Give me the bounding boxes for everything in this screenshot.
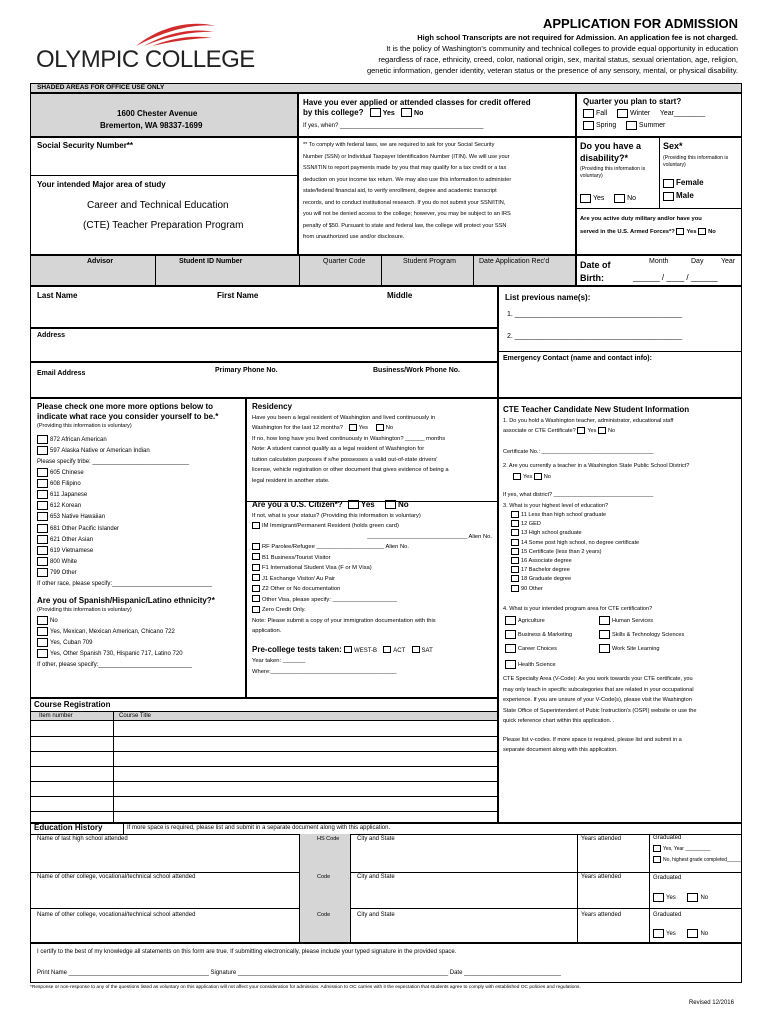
cert-no-checkbox[interactable] [598, 427, 606, 434]
residency-yes-checkbox[interactable] [349, 424, 357, 431]
work-site-checkbox[interactable] [599, 644, 610, 653]
race-619-checkbox[interactable] [37, 546, 48, 555]
test-where-field[interactable]: Where:_______________________________________ [252, 668, 397, 675]
race-611-checkbox[interactable] [37, 490, 48, 499]
hispanic-other-field[interactable]: If other, please specify:____________________________ [37, 662, 192, 669]
hispanic-other-checkbox[interactable] [37, 649, 48, 658]
ssn-note-6: you will not be denied access to the college; however, you may be subject to an IRS [303, 211, 511, 217]
major-label: Your intended Major area of study [37, 180, 166, 189]
ssn-note-2: SSN/ITIN to report payments made by you that may qualify for a tax credit or a tax [303, 165, 507, 171]
cte-program-1: Career and Technical Education [87, 200, 229, 211]
college-1-city-field[interactable]: City and State [357, 874, 395, 880]
hispanic-mexican-checkbox[interactable] [37, 627, 48, 636]
signature-box [30, 943, 742, 983]
certificate-no-field[interactable]: Certificate No.: ____________________________________ [503, 448, 654, 455]
year-field[interactable]: Year________ [659, 110, 706, 118]
race-608-checkbox[interactable] [37, 479, 48, 488]
college-2-no-checkbox[interactable] [687, 929, 698, 938]
middle-name-field[interactable]: Middle [387, 291, 413, 300]
race-605-checkbox[interactable] [37, 468, 48, 477]
race-box: Please check one more more options below to indicate what race you consider yourself to be.* (Providing this information is voluntary) 872 African American 597 Alaska Native or American Indian Please specify tribe: _____________________________ 605 Chinese 608 Filipino 611 Japanese 612 Korean 653 Native Hawaiian 681 Other Pacific Islander 621 Other Asian 619 Vietnamese 800 White 799 Other If other race, please specify:______________________________ Are you of Spanish/Hispanic/Latino ethnicity?* (Providing this information is voluntary) No Yes, Mexican, Mexican American, Chicano 722 Yes, Cuban 709 Yes, Other Spanish 730, Hispanic 717, Latino 720 If other, please specify:____________________________ [30, 398, 246, 698]
race-681-checkbox[interactable] [37, 524, 48, 533]
race-597-checkbox[interactable] [37, 446, 48, 455]
high-school-field[interactable]: Name of last high school attended [37, 836, 128, 842]
zero-credit-checkbox[interactable] [252, 606, 260, 613]
print-name-signature-field[interactable]: Print Name __________________________________________ Signature _______________________________________________________________ Date _____________________________ [37, 970, 561, 976]
footer-note: *Response or non-response to any of the questions listed as voluntary on this application will not affect your consideration for admission. Admission to OC carries with it the expectation that students agree to comply with established OC policies and regulations. [30, 985, 581, 990]
ssn-note [298, 137, 576, 255]
certification-text: I certify to the best of my knowledge all statements on this form are true. If submitting electronically, please include your typed signature in the provided space. [37, 949, 457, 955]
ssn-note-3: deduction on your income tax return. We may also use this information to administer [303, 176, 512, 183]
college-1-no-checkbox[interactable] [687, 893, 698, 902]
test-year-field[interactable]: Year taken: _______ [252, 658, 306, 664]
race-872-checkbox[interactable] [37, 435, 48, 444]
prev-name-2-field[interactable]: 2. ___________________________________________ [507, 333, 683, 340]
edu-13-checkbox[interactable] [511, 529, 519, 536]
hispanic-cuban-checkbox[interactable] [37, 638, 48, 647]
ssn-note-7: penalty of $50. Pursuant to state and federal law, the college will protect your SSN [303, 222, 507, 229]
fall-checkbox[interactable] [583, 109, 594, 118]
name-box [30, 286, 498, 328]
college-2-field[interactable]: Name of other college, vocational/technical school attended [37, 912, 196, 918]
disability-no-checkbox[interactable] [614, 194, 625, 203]
header-sub2: It is the policy of Washington's community and technical colleges to provide equal opportunity in education [386, 44, 738, 53]
edu-90-checkbox[interactable] [511, 585, 519, 592]
refugee-checkbox[interactable] [252, 543, 260, 550]
college-1-field[interactable]: Name of other college, vocational/technical school attended [37, 874, 196, 880]
winter-checkbox[interactable] [617, 109, 628, 118]
ssn-note-0: ** To comply with federal laws, we are required to ask for your Social Security [303, 142, 495, 148]
career-choices-checkbox[interactable] [505, 644, 516, 653]
college-2-years-field[interactable]: Years attended [581, 912, 622, 918]
skills-checkbox[interactable] [599, 630, 610, 639]
address-field[interactable]: Address [37, 332, 66, 339]
residency-months-field[interactable]: If no, how long have you lived continuously in Washington? ______ months [252, 435, 446, 442]
edu-18-checkbox[interactable] [511, 575, 519, 582]
college-address-2: Bremerton, WA 98337-1699 [100, 121, 203, 130]
tribe-field[interactable]: Please specify tribe: _____________________________ [37, 459, 190, 466]
ssn-note-8: from unauthorized use and/or disclosure. [303, 234, 405, 240]
sat-checkbox[interactable] [412, 646, 420, 653]
teacher-yes-checkbox[interactable] [513, 473, 521, 480]
act-checkbox[interactable] [383, 646, 391, 653]
hs-city-field[interactable]: City and State [357, 836, 395, 842]
ssn-label: Social Security Number** [37, 141, 134, 150]
education-history: Education History If more space is required, please list and submit in a separate document along with this application. Name of last high school attended HS Code City and State Years attended Graduated Yes, Year _________ No, highest grade completed_____ Name of other college, vocational/technical school attended Code City and State Years attended Graduated Yes No Name of other college, vocational/technical school attended Code City and State Years attended Graduated Yes No [30, 823, 742, 943]
spring-checkbox[interactable] [583, 121, 594, 130]
residency-no-checkbox[interactable] [376, 424, 384, 431]
emergency-contact-field[interactable]: Emergency Contact (name and contact info): [503, 355, 652, 362]
office-banner: SHADED AREAS FOR OFFICE USE ONLY [30, 83, 742, 93]
cte-program-2: (CTE) Teacher Preparation Program [83, 220, 244, 231]
prior-no-checkbox[interactable] [401, 108, 412, 117]
military-no-checkbox[interactable] [698, 228, 706, 235]
cert-yes-checkbox[interactable] [577, 427, 585, 434]
j1-checkbox[interactable] [252, 574, 260, 581]
hs-years-field[interactable]: Years attended [581, 836, 622, 842]
college-logo [36, 20, 256, 78]
college-address-1: 1600 Chester Avenue [117, 109, 198, 118]
race-800-checkbox[interactable] [37, 557, 48, 566]
teacher-no-checkbox[interactable] [534, 473, 542, 480]
health-science-checkbox[interactable] [505, 660, 516, 669]
form-title: APPLICATION FOR ADMISSION [543, 16, 738, 31]
college-1-yes-checkbox[interactable] [653, 893, 664, 902]
email-box [30, 362, 498, 398]
hispanic-no-checkbox[interactable] [37, 616, 48, 625]
race-799-checkbox[interactable] [37, 568, 48, 577]
college-name: OLYMPIC COLLEGE [36, 46, 255, 73]
last-name-field[interactable]: Last Name [37, 291, 78, 300]
revised-date: Revised 12/2016 [688, 1000, 734, 1006]
business-checkbox[interactable] [505, 630, 516, 639]
college-1-years-field[interactable]: Years attended [581, 874, 622, 880]
header-sub4: genetic information, gender identity, veteran status or the presence of any sensory, mental, or physical disability. [366, 66, 738, 75]
disability-box: Do you have a disability?* (Providing this information is voluntary) Yes No Sex* (Providing this information is voluntary) Female Male Are you active duty military and/or have you served in the U.S. Armed Forces*? Yes No [576, 137, 742, 255]
race-other-field[interactable]: If other race, please specify:______________________________ [37, 580, 213, 587]
ssn-note-4: state/federal financial aid, to verify enrollment, degree and academic transcript [303, 188, 497, 194]
summer-checkbox[interactable] [626, 121, 637, 130]
quarter-box: Quarter you plan to start? Fall Winter Year________ Spring Summer [576, 93, 742, 137]
prior-attendance: Have you ever applied or attended classes for credit offered by this college? Yes No If yes, when? ___________________________________________ [298, 93, 576, 137]
disability-yes-checkbox[interactable] [580, 194, 591, 203]
phone-field[interactable]: Primary Phone No. [215, 367, 278, 374]
b1-checkbox[interactable] [252, 553, 260, 560]
first-name-field[interactable]: First Name [217, 291, 259, 300]
west-b-checkbox[interactable] [344, 646, 352, 653]
race-612-checkbox[interactable] [37, 501, 48, 510]
other-visa-checkbox[interactable] [252, 595, 260, 602]
business-phone-field[interactable]: Business/Work Phone No. [373, 367, 460, 374]
district-field[interactable]: If yes, what district? ________________________________ [503, 492, 654, 498]
college-2-yes-checkbox[interactable] [653, 929, 664, 938]
z2-checkbox[interactable] [252, 585, 260, 592]
dob-box: Date of Birth: Month Day Year ______ / ____ / ______ [576, 255, 742, 286]
immigrant-checkbox[interactable] [252, 522, 260, 529]
edu-11-checkbox[interactable] [511, 511, 519, 518]
prev-names-box: List previous name(s): 1. ___________________________________________ 2. ___________________________________________ Emergency Contact (name and contact info): [498, 286, 742, 398]
female-checkbox[interactable] [663, 179, 674, 188]
prev-name-1-field[interactable]: 1. ___________________________________________ [507, 311, 683, 318]
race-653-checkbox[interactable] [37, 512, 48, 521]
office-codes-row: Advisor Student ID Number Quarter Code Student Program Date Application Rec'd [30, 255, 576, 286]
military-yes-checkbox[interactable] [676, 228, 684, 235]
edu-17-checkbox[interactable] [511, 566, 519, 573]
header-sub1: High school Transcripts are not required for Admission. An application fee is not charged. [417, 33, 738, 42]
f1-checkbox[interactable] [252, 564, 260, 571]
ssn-note-5: records, and to conduct institutional research. If you do not submit your SSN/ITIN, [303, 199, 506, 206]
header-sub3: regardless of race, ethnicity, creed, color, national origin, sex, marital status, sexual orientation, age, religion, [378, 55, 738, 64]
human-services-checkbox[interactable] [599, 616, 610, 625]
male-checkbox[interactable] [663, 192, 674, 201]
alien-no-field-1[interactable]: _______________________________ Alien No. [367, 533, 492, 540]
dob-field[interactable]: ______ / ____ / ______ [633, 273, 718, 282]
hs-grad-no-checkbox[interactable] [653, 856, 661, 863]
ssn-note-1: Number (SSN) or Individual Taxpayer Identification Number (ITIN). We will use your [303, 153, 510, 160]
address-box [30, 328, 498, 362]
ssn-major-box [30, 137, 298, 255]
email-field[interactable]: Email Address [37, 370, 86, 377]
edu-15-checkbox[interactable] [511, 548, 519, 555]
hs-grad-yes-checkbox[interactable] [653, 845, 661, 852]
race-621-checkbox[interactable] [37, 535, 48, 544]
agriculture-checkbox[interactable] [505, 616, 516, 625]
edu-14-checkbox[interactable] [511, 539, 519, 546]
prior-yes-checkbox[interactable] [370, 108, 381, 117]
prior-when-field[interactable]: If yes, when? ___________________________________________ [303, 123, 484, 129]
course-registration: Course Registration Item number Course Title [30, 698, 498, 823]
edu-12-checkbox[interactable] [511, 520, 519, 527]
residency-box: Residency Have you been a legal resident of Washington and lived continuously in Washington for the last 12 months? Yes No If no, how long have you lived continuously in Washington? ______ months Note: A student cannot qualify as a legal resident of Washington for tuition calculation purposes if s/he possesses a valid out-of-state drivers' license, vehicle registration or other document that gives evidence of being a legal resident in another state. Are you a U.S. Citizen*? Yes No If not, what is your status? (Providing this information is voluntary) IM Immigrant/Permanent Resident (holds green card) _______________________________ Alien No. RF Parolee/Refugee _____________________ Alien No. B1 Business/Tourist Visitor F1 International Student Visa (F or M Visa) J1 Exchange Visitor/ Au Pair Z2 Other or No documentation Other Visa, please specify: ____________________ Zero Credit Only. Note: Please submit a copy of your immigration documentation with this application. Pre-college tests taken: WEST-B ACT SAT Year taken: _______ Where:_______________________________________ [246, 398, 498, 698]
cte-box: CTE Teacher Candidate New Student Information 1. Do you hold a Washington teacher, administrator, educational staff associate or CTE Certificate? Yes No Certificate No.: ____________________________________ 2. Are you currently a teacher in a Washington State Public School District? Yes No If yes, what district? ________________________________ 3. What is your highest level of education? 11 Less than high school graduate 12 GED 13 High school graduate 14 Some post high school, no degree certificate 15 Certificate (less than 2 years) 16 Associate degree 17 Bachelor degree 18 Graduate degree 90 Other 4. What is your intended program area for CTE certification? Agriculture Human Services Business & Marketing Skills & Technology Sciences Career Choices Work Site Learning Health Science CTE Specialty Area (V-Code): As you work towards your CTE certificate, you may only teach in specific subcategories that are related in your occupational experience. If you are unsure of your V-Code(s), please visit the Washington State Office of Superintendent of Pubic Instruction's (OSPI) website or use the quick reference chart within this application. . Please list v-codes. If more space is required, please list and submit in a separate document along with this application. [498, 398, 742, 823]
college-2-city-field[interactable]: City and State [357, 912, 395, 918]
edu-16-checkbox[interactable] [511, 557, 519, 564]
